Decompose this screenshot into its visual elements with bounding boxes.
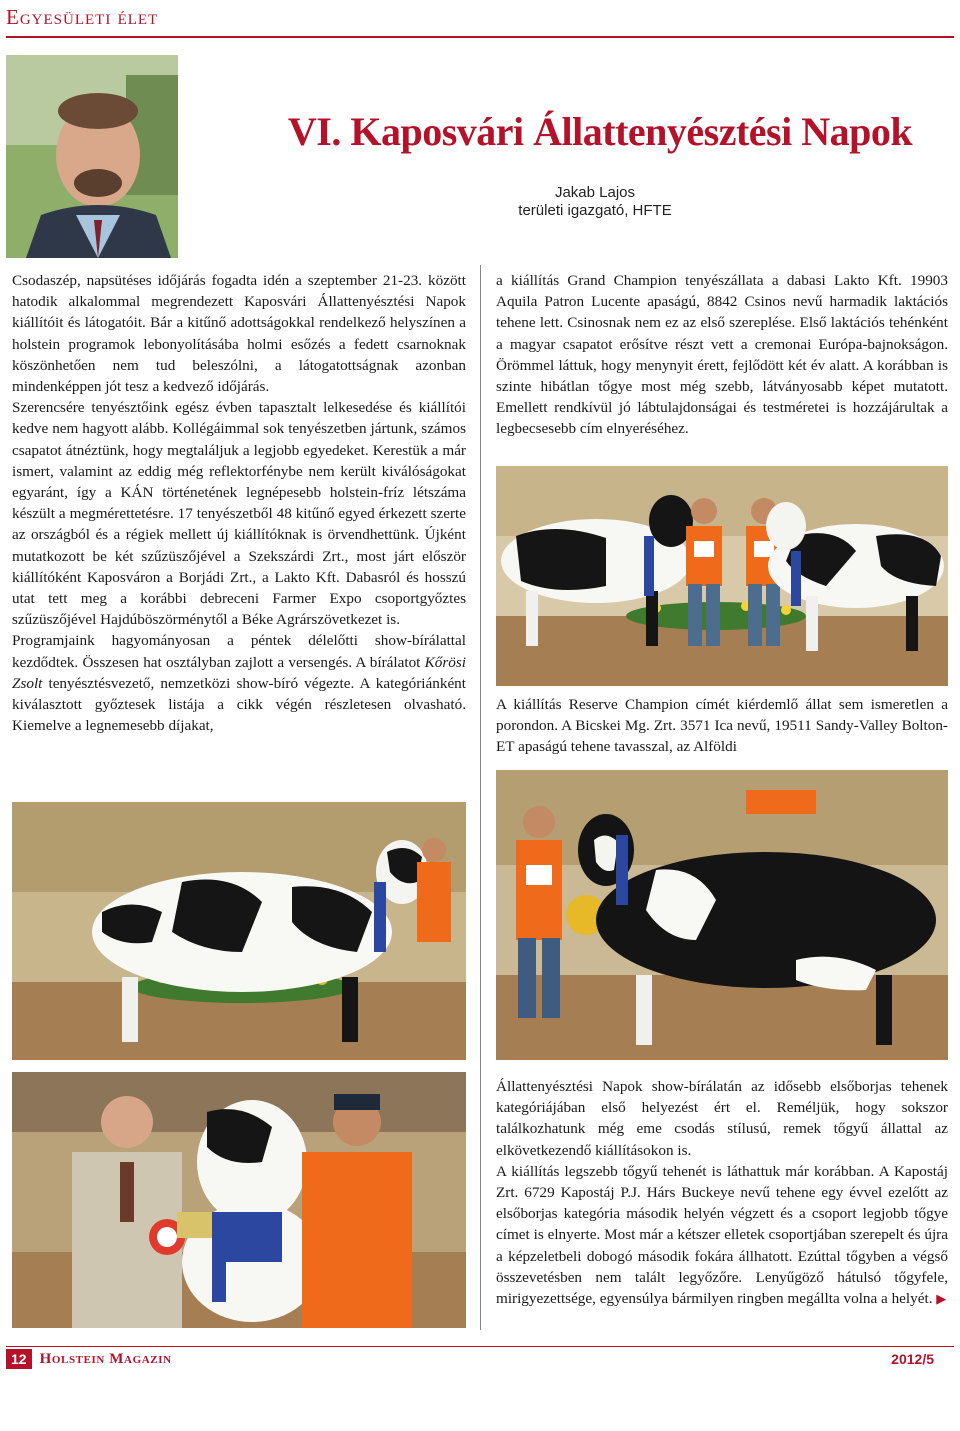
right-column-text-middle — [496, 694, 948, 758]
paragraph — [496, 1161, 948, 1309]
section-header: Egyesületi élet — [6, 5, 159, 29]
paragraph-text: Programjaink hagyományosan a péntek délelőtti show-bírálattal kezdődtek. Összesen hat osztályban zajlott a versengés. A bírálatot — [12, 632, 466, 671]
paragraph-text: A kiállítás legszebb tőgyű tehenét is láthattuk már korábban. A Kapostáj Zrt. 6729 Kapostáj P.J. Hárs Buckeye nevű tehene egy évvel ezelőtt az elsőborjas kategória második helyén végzett és a csoport legjobb tőgye címet is elnyerte. Most már a kétszer elletek csoportjában szerepelt és újra a képzeletbeli dobogó második fokára állhatott. Ezúttal tőgyben a végső összevetésben nem talált legyőzőre. Lenyűgöző hátulsó tőgyfele, mirigyezettsége, egyensúlya bármilyen ringben megállta volna a helyét. — [496, 1162, 948, 1308]
paragraph: Szerencsére tenyésztőink egész évben tapasztalt lelkesedése és kiállítói kedve nem hagyott alább. Kollégáimmal sok tenyészetben jártunk, számos csapatot átnéztünk, hogy megtaláljuk a legjobb egyedeket. Kerestük a már ismert, valamint az eddig még reflektorfénybe nem került kiválóságokat egyaránt, így a KÁN történetének legnépesebb holstein-fríz létszáma készült a megmérettetésre. 17 tenyészetből 48 kitűnő egyed érkezett szerte az országból és a régiek mellett új kiállítóknak is örvendhettünk. Újként mutatkozott be két szűzüszőjével a Szekszárdi Zrt., most járt először kiállítóként Kaposváron a Borjádi Zrt., a Lakto Kft. Dabasról és hosszú utat tett meg a korábbi debreceni Farmer Expo csoportgyőztes szűzüszőjével Hajdúböszörménytől a Béke Agrárszövetkezet is. — [12, 399, 466, 629]
issue-number: 2012/5 — [891, 1351, 934, 1367]
right-column-text-top — [496, 270, 948, 440]
magazine-name: Holstein Magazin — [39, 1350, 172, 1367]
paragraph: A kiállítás Reserve Champion címét kiérdemlő állat sem ismeretlen a porondon. A Bicskei Mg. Zrt. 3571 Ica nevű, 19511 Sandy-Valley Bolton-ET apaságú tehene tavasszal, az Alföldi — [496, 696, 948, 756]
header-rule — [6, 36, 954, 38]
author-portrait-photo — [6, 55, 178, 258]
footer-rule — [6, 1346, 954, 1347]
page-number: 12 — [6, 1349, 32, 1369]
column-divider — [480, 265, 481, 1330]
paragraph: Csodaszép, napsütéses időjárás fogadta idén a szeptember 21-23. között hatodik alkalommal megrendezett Kaposvári Állattenyésztési Napok kiállítóit és látogatóit. Bár a kitűnő adottságokkal rendelkező helyszínen a holstein programok lebonyolításába holmi esőzés a fedett csarnoknak köszönhetően nem tud beleszólni, a látogatottságnak azonban mindenképpen jót tesz a kedvező időjárás. — [12, 272, 466, 396]
paragraph-text: tenyésztésvezető, nemzetközi show-bíró végezte. A kategóriánként kiválasztott győztesek listája a cikk végén részletesen olvasható. Kiemelve a legnemesebb díjakat, — [12, 674, 466, 735]
reserve-champion-handler-photo — [496, 770, 948, 1060]
grand-champion-photo — [496, 466, 948, 686]
right-column-text-bottom — [496, 1076, 948, 1309]
left-column-text — [12, 270, 466, 736]
paragraph: Állattenyésztési Napok show-bírálatán az idősebb elsőborjas tehenek kategóriájában első helyezést ért el. Reméljük, hogy sokszor találkozhatunk még eme csodás stílusú, remek tőgyű állattal az elkövetkezendő kiállításokon is. — [496, 1078, 948, 1159]
award-ceremony-photo — [12, 1072, 466, 1328]
reserve-champion-cow-photo — [12, 802, 466, 1060]
author-role: területi igazgató, HFTE — [518, 202, 672, 219]
article-title: VI. Kaposvári Állattenyésztési Napok — [287, 109, 913, 154]
paragraph: a kiállítás Grand Champion tenyészállata a dabasi Lakto Kft. 19903 Aquila Patron Lucente apaságú, 8842 Csinos nevű harmadik laktációs tehene lett. Csinosnak nem ez az első szereplése. Első laktációs tehénként a magyar csapatot erősítve részt vett a cremonai Európa-bajnokságon. Örömmel láttuk, hogy menynyit érett, fejlődött két év alatt. A korábban is szinte hibátlan tőgye most még szebb, látványosabb képet mutatott. Emellett rendkívül jó lábtulajdonságai és testméretei is hozzájárultak a legbecsesebb cím elnyeréséhez. — [496, 272, 948, 438]
author-name: Jakab Lajos — [554, 184, 636, 201]
continue-arrow-icon: ▶ — [936, 1291, 947, 1307]
footer-left — [6, 1349, 172, 1369]
paragraph — [12, 630, 466, 736]
judge-name: Kőrösi Zsolt — [12, 653, 466, 692]
author-byline — [420, 184, 770, 220]
